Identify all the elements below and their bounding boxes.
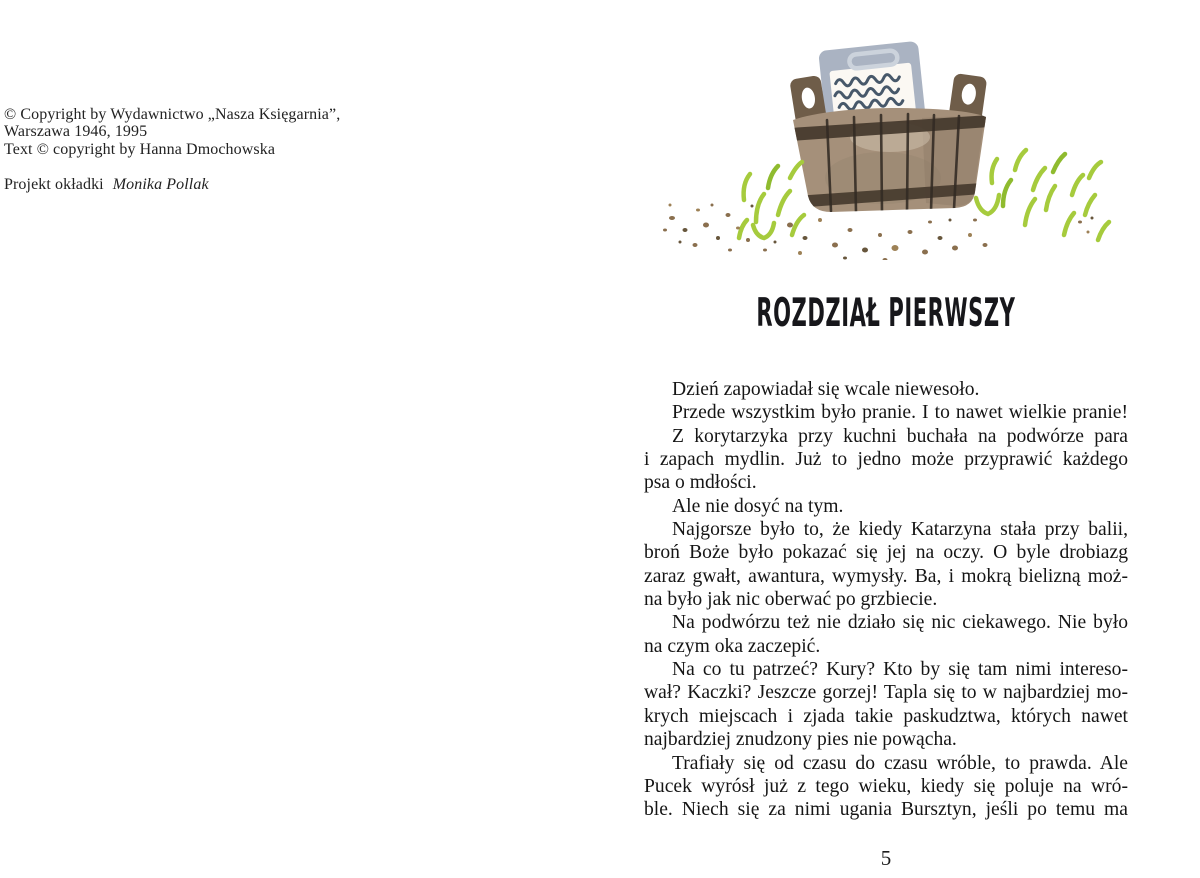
copyright-line: Warszawa 1946, 1995 [4,123,148,141]
copyright-line: Text © copyright by Hanna Dmochowska [4,140,276,158]
body-line: Z korytarzyka przy kuchni buchała na podwórze para [672,425,1128,447]
body-line: psa o mdłości. [644,472,757,494]
body-line: na było jak nic oberwać po grzbiecie. [644,589,938,611]
body-line: Na podwórzu też nie działo się nic ciekawego. Nie było [672,612,1128,634]
body-text-block [644,378,1128,822]
cover-credit [4,176,340,193]
body-line: Najgorsze było to, że kiedy Katarzyna stała przy balii, [672,519,1128,541]
body-line: zaraz gwałt, awantura, wymysły. Ba, i mokrą bielizną moż- [644,565,1128,587]
body-line: i zapach mydlin. Już to jedno może przyprawić każdego [644,449,1128,471]
cover-credit-label: Projekt okładki [4,175,104,193]
cover-credit-name: Monika Pollak [112,175,209,193]
chapter-title-text: ROZDZIAŁ PIERWSZY [756,290,1016,336]
body-line: Trafiały się od czasu do czasu wróble, to prawda. Ale [672,752,1128,774]
washtub-illustration [640,10,1120,260]
body-line: wał? Kaczki? Jeszcze gorzej! Tapla się to w najbardziej mo- [644,682,1128,704]
page-number: 5 [880,846,892,870]
body-line: Dzień zapowiadał się wcale niewesoło. [672,379,980,400]
chapter-title [644,291,1128,335]
body-line: krych miejscach i zjada takie paskudztwa, których nawet [644,705,1128,727]
body-line: Ale nie dosyć na tym. [672,495,844,517]
body-line: Na co tu patrzeć? Kury? Kto by się tam nimi intereso- [672,659,1128,681]
body-line: broń Boże było pokazać się jej na oczy. O byle drobiazg [644,542,1128,564]
body-line: najbardziej znudzony pies nie powącha. [644,729,957,751]
copyright-line: © Copyright by Wydawnictwo „Nasza Księgarnia”, [4,106,341,123]
body-line: ble. Niech się za nimi ugania Bursztyn, jeśli po temu ma [644,799,1128,821]
copyright-block [4,106,340,193]
body-line: Pucek wyrósł już z tego wieku, kiedy się poluje na wró- [644,775,1128,797]
body-line: na czym oka zaczepić. [644,635,821,657]
body-line: Przede wszystkim było pranie. I to nawet wielkie pranie! [672,402,1128,424]
